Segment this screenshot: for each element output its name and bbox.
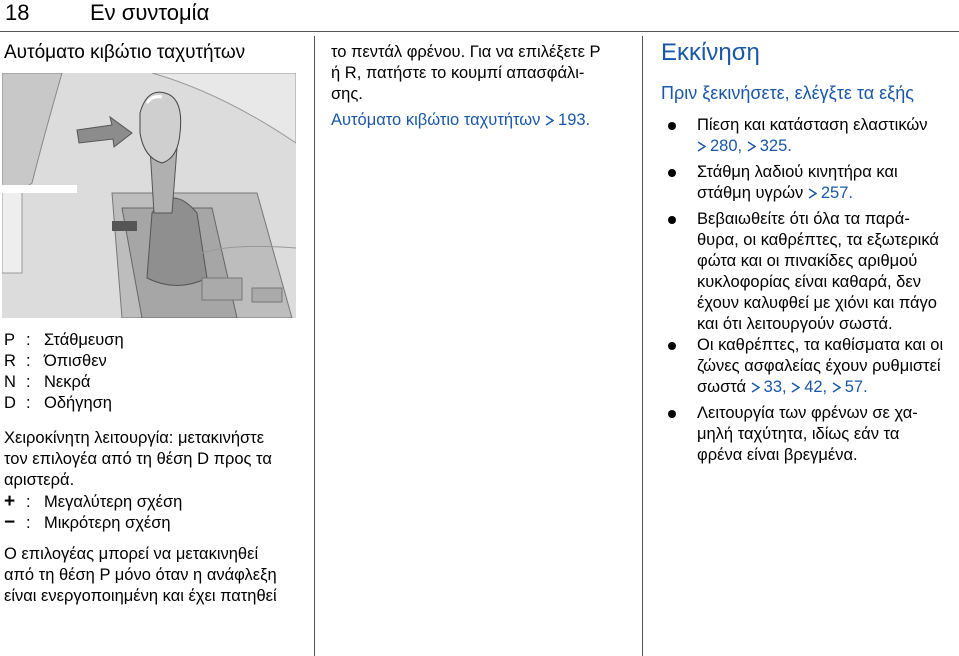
interlock-para-line3: είναι ενεργοποιημένη και έχει πατηθεί bbox=[4, 587, 277, 605]
middle-line3: σης. bbox=[331, 85, 363, 103]
page-ref-icon bbox=[808, 188, 817, 199]
middle-line1: το πεντάλ φρένου. Για να επιλέξετε P bbox=[331, 43, 601, 61]
mirrors-check-refs[interactable]: 33, 42, 57. bbox=[751, 378, 868, 396]
page-number: 18 bbox=[5, 0, 30, 25]
page-ref-icon bbox=[697, 141, 706, 152]
windows-check-line4: κυκλοφορίας είναι καθαρά, δεν bbox=[697, 273, 921, 291]
bullet-icon bbox=[668, 122, 676, 130]
page-ref-icon bbox=[832, 382, 841, 393]
ratio-plus: + : Μεγαλύτερη σχέση bbox=[4, 491, 183, 512]
header-rule bbox=[0, 31, 959, 32]
tyre-check-refs[interactable]: 280, 325. bbox=[697, 136, 792, 157]
interlock-para-line2: από τη θέση P μόνο όταν η ανάφλεξη bbox=[4, 566, 277, 584]
bullet-icon bbox=[668, 169, 676, 177]
transmission-link[interactable]: Αυτόματο κιβώτιο ταχυτήτων 193. bbox=[331, 111, 591, 129]
windows-check-line5: έχουν καλυφθεί με χιόνι και πάγο bbox=[697, 294, 937, 312]
section-title: Αυτόματο κιβώτιο ταχυτήτων bbox=[4, 42, 246, 63]
brakes-check-line2: μηλή ταχύτητα, ιδίως εάν τα bbox=[697, 425, 900, 443]
middle-line2: ή R, πατήστε το κουμπί απασφάλι- bbox=[331, 64, 585, 82]
gear-selector-illustration bbox=[2, 73, 296, 318]
windows-check-line1: Βεβαιωθείτε ότι όλα τα παρά- bbox=[697, 210, 910, 228]
mirrors-check-line2: ζώνες ασφαλείας έχουν ρυθμιστεί bbox=[697, 357, 941, 375]
oil-check-line1: Στάθμη λαδιού κινητήρα και bbox=[697, 163, 898, 181]
position-r: R : Όπισθεν bbox=[4, 352, 107, 370]
mirrors-check-line3: σωστά 33, 42, 57. bbox=[697, 378, 868, 396]
mirrors-check-line1: Οι καθρέπτες, τα καθίσματα και οι bbox=[697, 336, 944, 354]
oil-check-ref[interactable]: 257. bbox=[808, 184, 853, 202]
bullet-icon bbox=[668, 342, 676, 350]
manual-mode-line3: αριστερά. bbox=[4, 471, 75, 489]
starting-heading: Εκκίνηση bbox=[661, 39, 760, 66]
brakes-check-line3: φρένα είναι βρεγμένα. bbox=[697, 446, 858, 464]
position-p: P : Στάθμευση bbox=[4, 331, 124, 349]
position-n: N : Νεκρά bbox=[4, 373, 91, 391]
page-ref-icon bbox=[791, 382, 800, 393]
windows-check-line6: και ότι λειτουργούν σωστά. bbox=[697, 315, 893, 333]
manual-mode-line1: Χειροκίνητη λειτουργία: μετακινήστε bbox=[4, 429, 265, 447]
oil-check-line2: στάθμη υγρών 257. bbox=[697, 184, 853, 202]
tyre-check-line1: Πίεση και κατάσταση ελαστικών bbox=[697, 116, 928, 134]
ratio-minus: − : Μικρότερη σχέση bbox=[4, 512, 171, 533]
position-d: D : Οδήγηση bbox=[4, 394, 112, 412]
page-ref-icon bbox=[747, 141, 756, 152]
manual-mode-line2: τον επιλογέα από τη θέση D προς τα bbox=[4, 450, 272, 468]
page-ref-icon bbox=[751, 382, 760, 393]
windows-check-line2: θυρα, οι καθρέπτες, τα εξωτερικά bbox=[697, 231, 939, 249]
brakes-check-line1: Λειτουργία των φρένων σε χα- bbox=[697, 404, 918, 422]
bullet-icon bbox=[668, 216, 676, 224]
column-divider-2 bbox=[642, 36, 643, 656]
bullet-icon bbox=[668, 410, 676, 418]
page-ref-icon bbox=[545, 115, 554, 126]
checklist-subheading: Πριν ξεκινήσετε, ελέγξτε τα εξής bbox=[661, 83, 914, 103]
column-divider-1 bbox=[314, 36, 315, 656]
windows-check-line3: φώτα και οι πινακίδες αριθμού bbox=[697, 252, 918, 270]
interlock-para-line1: Ο επιλογέας μπορεί να μετακινηθεί bbox=[4, 545, 259, 563]
page-header-title: Εν συντομία bbox=[90, 0, 210, 25]
